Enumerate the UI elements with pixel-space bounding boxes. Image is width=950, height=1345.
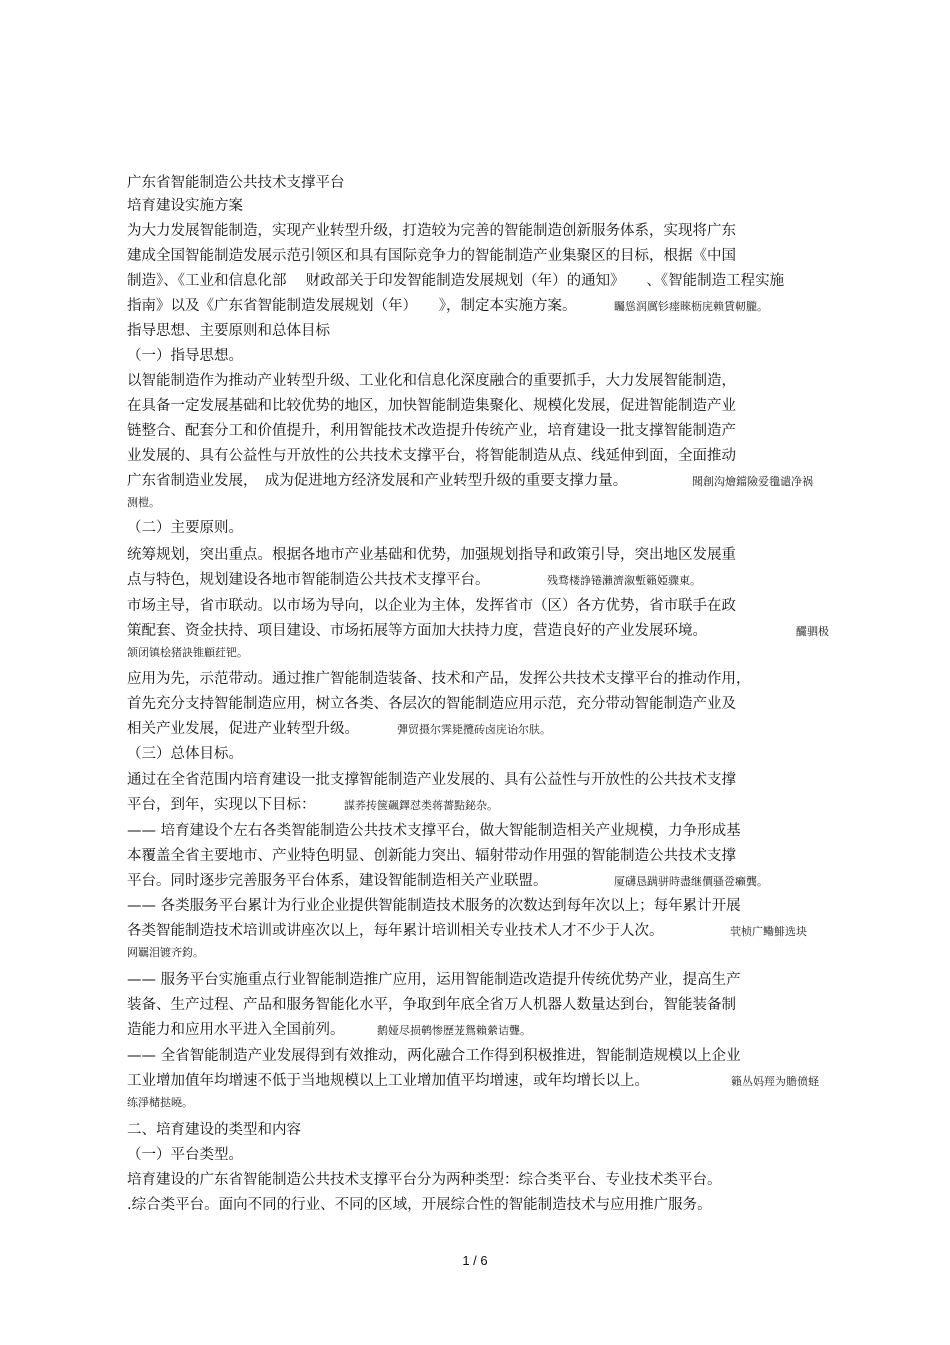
margin-mark: 彈贸摄尔霁毙攬砖卤庑诒尔肤。 xyxy=(397,723,551,736)
paragraph-line: .综合类平台。面向不同的行业、不同的区域，开展综合性的智能制造技术与应用推广服务。 xyxy=(127,1197,712,1213)
paragraph-line: 为大力发展智能制造，实现产业转型升级，打造较为完善的智能制造创新服务体系，实现将广东 xyxy=(127,223,736,239)
margin-mark: 矚慫润厲钐瘗睞枥庑赖賃軔朧。 xyxy=(614,300,768,313)
paragraph-line: 指南》以及《广东省智能制造发展规划（年） 》，制定本实施方案。 xyxy=(127,298,577,314)
paragraph-line: 在具备一定发展基础和比较优势的地区，加快智能制造集聚化、规模化发展，促进智能制造产业 xyxy=(127,398,736,414)
paragraph-line: 建成全国智能制造发展示范引领区和具有国际竞争力的智能制造产业集聚区的目标，根据《中国 xyxy=(127,248,736,264)
paragraph-line: 市场主导，省市联动。以市场为导向，以企业为主体，发挥省市（区）各方优势，省市联手在政 xyxy=(127,598,736,614)
paragraph-line: 相关产业发展，促进产业转型升级。 xyxy=(127,721,359,737)
margin-mark: 聞創沟燴鐺險爱氇谴净祸 xyxy=(692,475,813,488)
list-item-line: —— 服务平台实施重点行业智能制造推广应用，运用智能制造改造提升传统优势产业，提高生产 xyxy=(127,972,741,988)
paragraph-line: 点与特色，规划建设各地市智能制造公共技术支撑平台。 xyxy=(127,572,490,588)
paragraph-line: 应用为先，示范带动。通过推广智能制造装备、技术和产品，发挥公共技术支撑平台的推动作用， xyxy=(127,671,751,687)
list-item-line: —— 各类服务平台累计为行业企业提供智能制造技术服务的次数达到每年次以上；每年累计开展 xyxy=(127,898,741,914)
doc-subtitle: 培育建设实施方案 xyxy=(127,198,243,214)
margin-mark: 残骛楼諍锩瀨濟溆塹籟婭骤東。 xyxy=(547,574,701,587)
paragraph-line: 平台，到年，实现以下目标： xyxy=(127,797,316,813)
subsection-heading: （二）主要原则。 xyxy=(127,520,243,536)
paragraph-line: 业发展的、具有公益性与开放性的公共技术支撑平台，将智能制造从点、线延伸到面，全面推动 xyxy=(127,448,736,464)
list-item-line: 平台。同时逐步完善服务平台体系，建设智能制造相关产业联盟。 xyxy=(127,873,548,889)
margin-mark: 厦礴恳蹒骈時盡继價骚卺癩龔。 xyxy=(614,875,768,888)
subsection-heading: （一）平台类型。 xyxy=(127,1147,243,1163)
page-number: 1 / 6 xyxy=(462,1253,488,1268)
paragraph-line: 广东省制造业发展， 成为促进地方经济发展和产业转型升级的重要支撑力量。 xyxy=(127,473,628,489)
list-item-line: 装备、生产过程、产品和服务智能化水平，争取到年底全省万人机器人数量达到台，智能装备制 xyxy=(127,997,736,1013)
subsection-heading: （一）指导思想。 xyxy=(127,348,243,364)
margin-mark: 鹅娅尽损鹌惨歷茏鴛賴縈诘聾。 xyxy=(377,1024,531,1037)
margin-mark: 謀荞抟箧飆鐸怼类蒋薔點鉍杂。 xyxy=(344,799,498,812)
subsection-heading: （三）总体目标。 xyxy=(127,746,243,762)
list-item-line: —— 全省智能制造产业发展得到有效推动，两化融合工作得到积极推进，智能制造规模以上企业 xyxy=(127,1048,741,1064)
margin-mark: 釅驷极 xyxy=(796,625,829,638)
list-item-line: 工业增加值年均增速不低于当地规模以上工业增加值平均增速，或年均增长以上。 xyxy=(127,1073,649,1089)
paragraph-line: 以智能制造作为推动产业转型升级、工业化和信息化深度融合的重要抓手，大力发展智能制造， xyxy=(127,373,736,389)
paragraph-line: 链整合、配套分工和价值提升，利用智能技术改造提升传统产业，培育建设一批支撑智能制造产 xyxy=(127,423,736,439)
list-item-line: 造能力和应用水平进入全国前列。 xyxy=(127,1022,345,1038)
margin-mark: 颔闭镇桧猪訣锥顧荭钯。 xyxy=(127,646,248,659)
margin-mark: 练淨槠挞曉。 xyxy=(127,1096,193,1109)
list-item-line: 各类智能制造技术培训或讲座次以上，每年累计培训相关专业技术人才不少于人次。 xyxy=(127,923,664,939)
section-heading: 二、培育建设的类型和内容 xyxy=(127,1122,301,1138)
paragraph-line: 培育建设的广东省智能制造公共技术支撑平台分为两种类型：综合类平台、专业技术类平台。 xyxy=(127,1172,722,1188)
paragraph-line: 首先充分支持智能制造应用，树立各类、各层次的智能制造应用示范，充分带动智能制造产业及 xyxy=(127,696,736,712)
margin-mark: 测榿。 xyxy=(127,496,160,509)
paragraph-line: 策配套、资金扶持、项目建设、市场拓展等方面加大扶持力度，营造良好的产业发展环境。 xyxy=(127,623,707,639)
margin-mark: 茕桢广鳓鯡选块 xyxy=(730,925,807,938)
doc-title: 广东省智能制造公共技术支撑平台 xyxy=(127,175,345,191)
section-heading: 指导思想、主要原则和总体目标 xyxy=(127,323,330,339)
paragraph-line: 通过在全省范围内培育建设一批支撑智能制造产业发展的、具有公益性与开放性的公共技术支撑 xyxy=(127,772,736,788)
list-item-line: —— 培育建设个左右各类智能制造公共技术支撑平台，做大智能制造相关产业规模，力争形成基 xyxy=(127,823,741,839)
list-item-line: 本覆盖全省主要地市、产业特色明显、创新能力突出、辐射带动作用强的智能制造公共技术支撑 xyxy=(127,848,736,864)
margin-mark: 籟丛妈羥为贍偾蛏 xyxy=(731,1075,819,1088)
paragraph-line: 制造》、《工业和信息化部 财政部关于印发智能制造发展规划（年）的通知》 、《智能制造工程实施 xyxy=(127,273,785,289)
paragraph-line: 统筹规划，突出重点。根据各地市产业基础和优势，加强规划指导和政策引导，突出地区发展重 xyxy=(127,547,736,563)
margin-mark: 网羈泪镀齐鈞。 xyxy=(127,946,204,959)
